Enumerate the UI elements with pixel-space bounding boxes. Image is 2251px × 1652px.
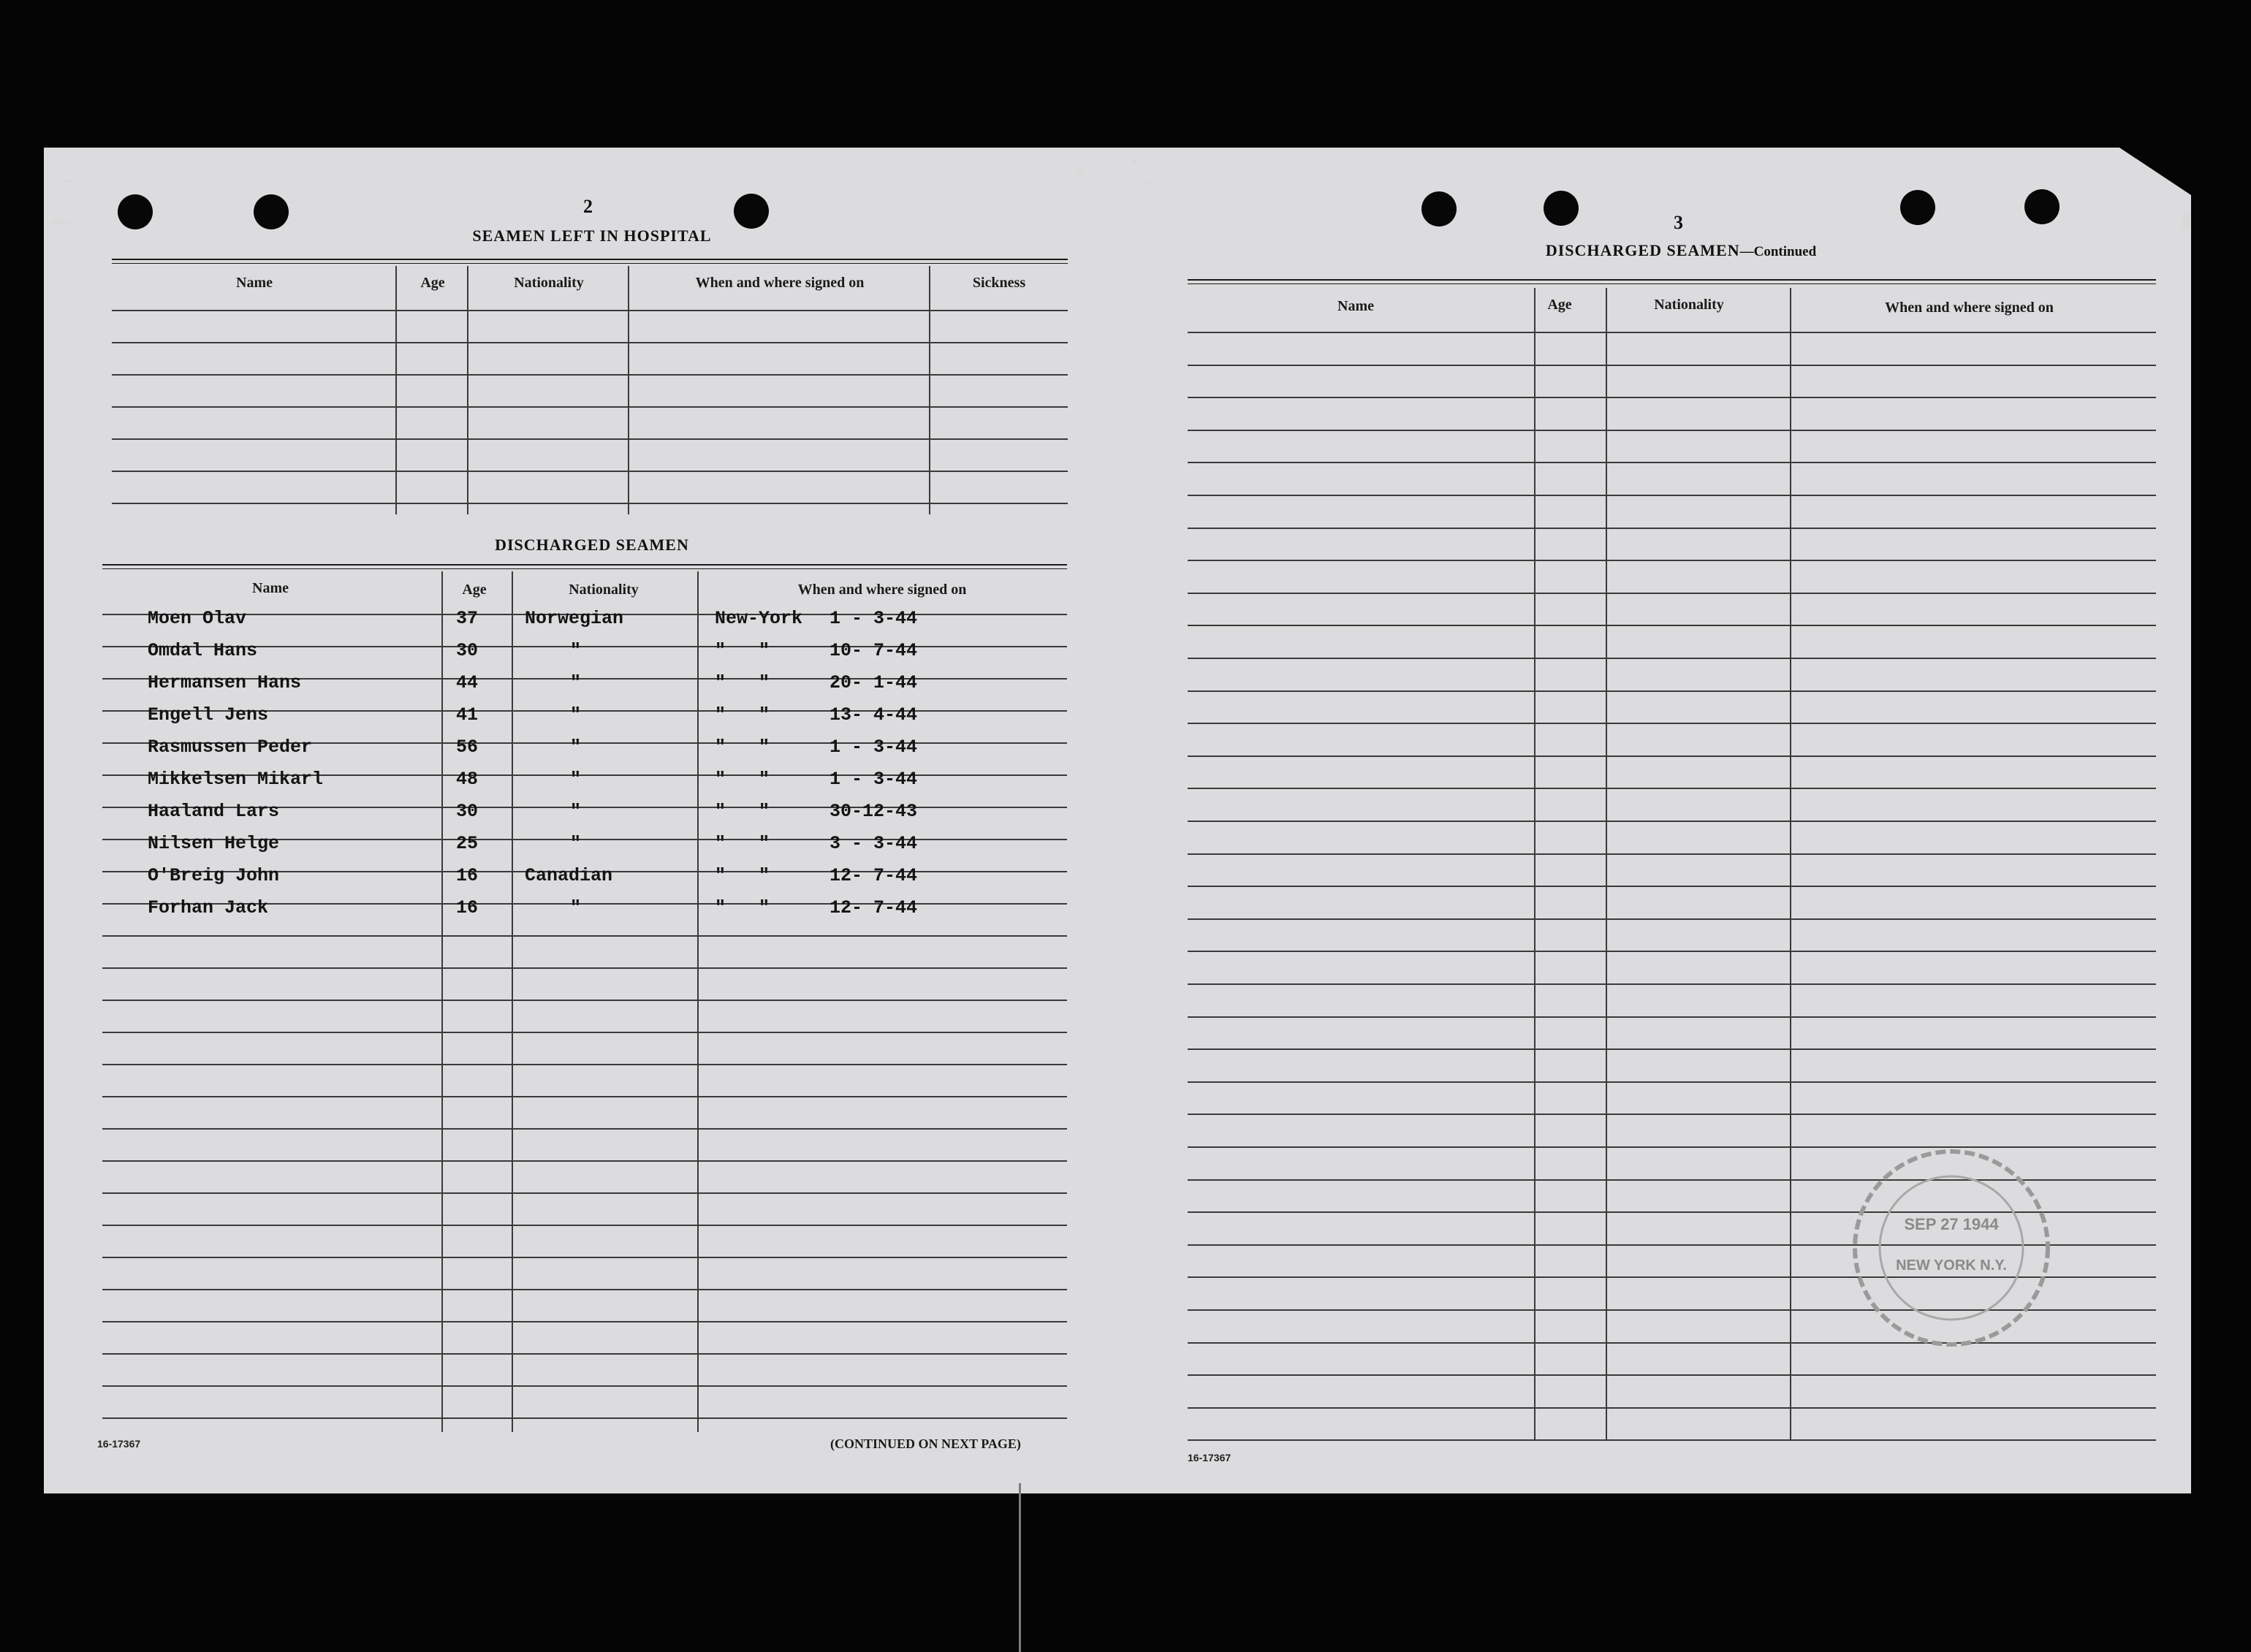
ruled-line (1188, 886, 2156, 887)
ruled-line (1188, 1407, 2156, 1409)
cell-age: 37 (456, 608, 479, 629)
ruled-line (1188, 625, 2156, 626)
ruled-line (112, 310, 1068, 311)
scan-speck (64, 180, 75, 183)
ruled-line (112, 438, 1068, 440)
punch-hole (1421, 191, 1457, 227)
cell-place: " " (715, 640, 770, 661)
ruled-line (1188, 658, 2156, 659)
punch-hole (2024, 189, 2060, 224)
discharged-table (102, 564, 1067, 1434)
cell-age: 16 (456, 865, 479, 886)
ruled-line (1188, 918, 2156, 920)
ruled-line (1188, 951, 2156, 952)
ruled-line (1188, 1048, 2156, 1050)
ruled-line (102, 1128, 1067, 1130)
cell-name: Haaland Lars (148, 801, 280, 822)
cell-date: 3 - 3-44 (830, 833, 918, 854)
scan-speck (1131, 159, 1137, 164)
cell-place: " " (715, 769, 770, 790)
scan-speck (1142, 180, 1150, 183)
scan-speck (2182, 213, 2190, 229)
cell-nationality: " (570, 801, 582, 822)
cell-nationality: " (570, 897, 582, 918)
cell-nationality: " (570, 769, 582, 790)
punch-hole (118, 194, 153, 229)
ruled-line (1188, 332, 2156, 333)
cell-age: 30 (456, 640, 479, 661)
column-divider (395, 266, 397, 514)
immigration-stamp (1842, 1142, 2061, 1354)
ruled-line (1188, 365, 2156, 366)
cell-name: Mikkelsen Mikarl (148, 769, 324, 790)
cell-name: Omdal Hans (148, 640, 258, 661)
ruled-line (102, 1385, 1067, 1387)
cell-age: 25 (456, 833, 479, 854)
cell-nationality: Norwegian (525, 608, 624, 629)
ruled-line (1188, 788, 2156, 789)
ruled-line (1188, 723, 2156, 724)
cell-date: 1 - 3-44 (830, 769, 918, 790)
ruled-line (1188, 1439, 2156, 1441)
form-number: 16-17367 (97, 1438, 141, 1450)
column-header-sickness: Sickness (972, 275, 1026, 291)
ruled-line (102, 1225, 1067, 1226)
column-header-name: Name (1337, 298, 1374, 314)
title-main: DISCHARGED SEAMEN (1545, 241, 1740, 259)
ruled-line (1188, 1114, 2156, 1115)
ruled-line (112, 503, 1068, 504)
cell-date: 20- 1-44 (830, 672, 918, 693)
ruled-line (1188, 560, 2156, 561)
cell-name: Moen Olav (148, 608, 247, 629)
column-divider (697, 571, 699, 1432)
column-divider (441, 571, 443, 1432)
ruled-line (1188, 1016, 2156, 1018)
cell-nationality: " (570, 640, 582, 661)
ruled-line (102, 1417, 1067, 1419)
cell-date: 12- 7-44 (830, 897, 918, 918)
ruled-line (102, 1160, 1067, 1162)
cell-date: 1 - 3-44 (830, 608, 918, 629)
ruled-line (112, 471, 1068, 472)
cell-place: " " (715, 801, 770, 822)
ruled-line (102, 967, 1067, 969)
column-header-nationality: Nationality (514, 275, 584, 291)
punch-hole (1544, 191, 1579, 226)
cell-name: Engell Jens (148, 704, 269, 726)
cell-nationality: " (570, 704, 582, 726)
column-divider (1790, 288, 1791, 1439)
ruled-line (1188, 853, 2156, 855)
cell-age: 48 (456, 769, 479, 790)
hospital-table (112, 259, 1068, 514)
cell-name: Hermansen Hans (148, 672, 302, 693)
cell-place: " " (715, 704, 770, 726)
cell-place: " " (715, 897, 770, 918)
ruled-line (1188, 983, 2156, 985)
scan-speck (51, 221, 70, 224)
table-top-rule (112, 259, 1068, 264)
cell-date: 10- 7-44 (830, 640, 918, 661)
ruled-line (1188, 690, 2156, 692)
ruled-line (102, 1000, 1067, 1001)
cell-name: Nilsen Helge (148, 833, 280, 854)
title-continued: —Continued (1739, 244, 1817, 259)
cell-name: Forhan Jack (148, 897, 269, 918)
column-header-name: Name (252, 580, 289, 596)
cell-nationality: " (570, 736, 582, 758)
table-top-rule (1188, 279, 2156, 284)
cell-place: " " (715, 865, 770, 886)
ruled-line (102, 1064, 1067, 1065)
column-header-nationality: Nationality (569, 582, 639, 598)
column-divider (929, 266, 930, 514)
column-divider (467, 266, 468, 514)
ruled-line (102, 1032, 1067, 1033)
ruled-line (1188, 397, 2156, 398)
ruled-line (102, 1353, 1067, 1355)
cell-date: 1 - 3-44 (830, 736, 918, 758)
scan-speck (1078, 168, 1083, 173)
column-header-nationality: Nationality (1654, 297, 1724, 313)
ruled-line (1188, 1081, 2156, 1083)
cell-nationality: Canadian (525, 865, 613, 886)
ruled-line (112, 374, 1068, 376)
ruled-line (102, 1257, 1067, 1258)
column-header-age: Age (420, 275, 445, 291)
cell-age: 44 (456, 672, 479, 693)
punch-hole (734, 194, 769, 229)
hospital-section-title: SEAMEN LEFT IN HOSPITAL (472, 227, 712, 245)
cell-nationality: " (570, 833, 582, 854)
cell-date: 30-12-43 (830, 801, 918, 822)
ruled-line (1188, 495, 2156, 496)
column-header-name: Name (236, 275, 273, 291)
continued-note: (CONTINUED ON NEXT PAGE) (830, 1436, 1021, 1451)
ruled-line (1188, 1374, 2156, 1376)
column-divider (628, 266, 629, 514)
ruled-line (1188, 528, 2156, 529)
cell-age: 16 (456, 897, 479, 918)
table-top-rule (102, 564, 1067, 569)
column-divider (512, 571, 513, 1432)
discharged-section-title: DISCHARGED SEAMEN (495, 536, 689, 554)
column-divider (1534, 288, 1536, 1439)
cell-age: 41 (456, 704, 479, 726)
cell-age: 56 (456, 736, 479, 758)
cell-name: Rasmussen Peder (148, 736, 313, 758)
cell-age: 30 (456, 801, 479, 822)
ruled-line (112, 342, 1068, 343)
column-header-signed-on: When and where signed on (1885, 300, 2054, 316)
ruled-line (1188, 462, 2156, 463)
ruled-line (102, 1192, 1067, 1194)
page-number: 3 (1674, 212, 1683, 233)
ruled-line (1188, 755, 2156, 757)
cell-date: 13- 4-44 (830, 704, 918, 726)
ruled-line (102, 1289, 1067, 1290)
continued-section-title (1498, 241, 1864, 260)
ruled-line (102, 1321, 1067, 1322)
ruled-line (1188, 821, 2156, 822)
cell-date: 12- 7-44 (830, 865, 918, 886)
cell-name: O'Breig John (148, 865, 280, 886)
cell-place: New-York (715, 608, 803, 629)
ruled-line (102, 1096, 1067, 1097)
ruled-line (1188, 430, 2156, 431)
column-divider (1606, 288, 1607, 1439)
page-number: 2 (583, 196, 593, 217)
ruled-line (102, 935, 1067, 937)
column-header-signed-on: When and where signed on (695, 275, 865, 291)
punch-hole (1900, 190, 1935, 225)
fold-line (1019, 1483, 1021, 1652)
column-header-age: Age (1547, 297, 1572, 313)
cell-place: " " (715, 736, 770, 758)
punch-hole (254, 194, 289, 229)
cell-place: " " (715, 672, 770, 693)
stamp-date: SEP 27 1944 (1904, 1215, 1999, 1233)
column-header-age: Age (462, 582, 487, 598)
stamp-place: NEW YORK N.Y. (1896, 1257, 2007, 1274)
ruled-line (1188, 593, 2156, 594)
ruled-line (112, 406, 1068, 408)
form-number: 16-17367 (1188, 1452, 1231, 1463)
cell-nationality: " (570, 672, 582, 693)
column-header-signed-on: When and where signed on (797, 582, 967, 598)
cell-place: " " (715, 833, 770, 854)
